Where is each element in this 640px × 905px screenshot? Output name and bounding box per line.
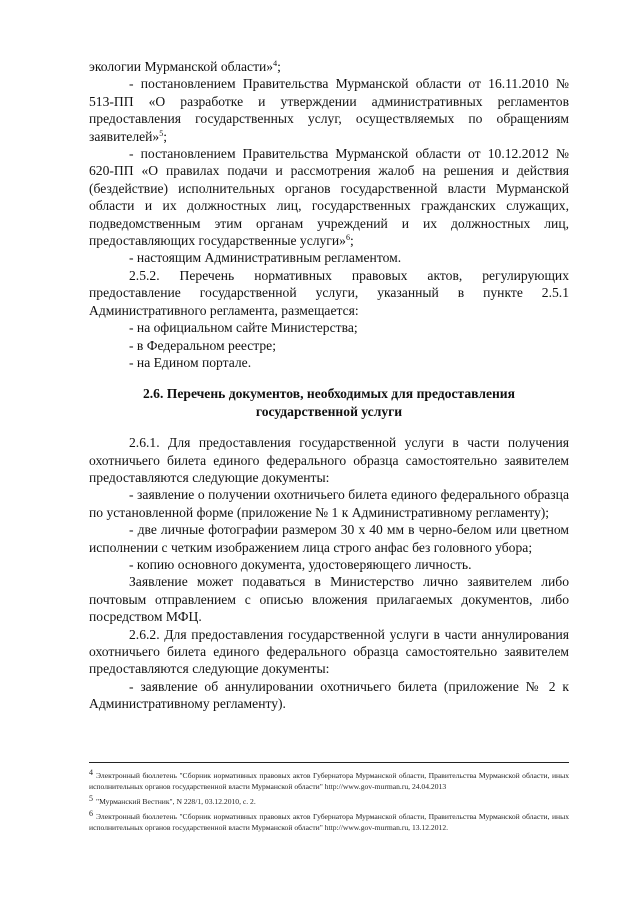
paragraph-text: - постановлением Правительства Мурманской области от 10.12.2012 № 620-ПП «О правилах подачи и рассмотрения жалоб на решения и действия (бездействие) исполнительных органов государственной власти Мурманской области и их должностных лиц, государственных гражданских служащих, подведомственным этим органам учреждений и их должностных лиц, предоставляющих государственные услуги» xyxy=(89,146,569,249)
document-body xyxy=(89,58,569,713)
paragraph-text: - постановлением Правительства Мурманской области от 16.11.2010 № 513-ПП «О разработке и утверждении административных регламентов предоставления государственных услуг, осуществляемых по обращениям заявителей» xyxy=(89,76,569,144)
footnote-text: "Мурманский Вестник", N 228/1, 03.12.2010, с. 2. xyxy=(96,797,256,806)
paragraph-decree-620 xyxy=(89,145,569,249)
footnote-ref: 6 xyxy=(345,233,350,243)
list-item-ministry-site: - на официальном сайте Министерства; xyxy=(129,320,358,336)
list-item-federal-registry: - в Федеральном реестре; xyxy=(129,337,276,353)
section-heading-2-6 xyxy=(89,385,569,420)
paragraph-this-regulation: - настоящим Административным регламентом. xyxy=(129,250,402,266)
list-item-cancellation: - заявление об аннулировании охотничьего билета (приложение № 2 к Административному регламенту). xyxy=(89,678,569,712)
section-heading-line1: 2.6. Перечень документов, необходимых для предоставления xyxy=(142,386,515,402)
paragraph-continuation xyxy=(89,58,569,75)
paragraph-2-5-2: 2.5.2. Перечень нормативных правовых актов, регулирующих предоставление государственной услуги, указанный в пункте 2.5.1 Административного регламента, размещается: xyxy=(89,267,569,318)
paragraph-tail: ; xyxy=(163,128,167,144)
section-heading-line2: государственной услуги xyxy=(255,403,403,419)
footnote-text: Электронный бюллетень "Сборник нормативных правовых актов Губернатора Мурманской области, Правительства Мурманской области, иных исполнительных органов государственной власти Мурманской области" http://www.gov-murman.ru, 24.04.2013 xyxy=(89,771,569,791)
footnote-ref: 4 xyxy=(273,59,278,68)
footnote-5 xyxy=(89,792,569,807)
footnote-text: Электронный бюллетень "Сборник нормативных правовых актов Губернатора Мурманской области, Правительства Мурманской области, иных исполнительных органов государственной власти Мурманской области" http://www.gov-murman.ru, 13.12.2012. xyxy=(89,812,569,832)
footnote-number: 6 xyxy=(89,809,93,818)
footnotes xyxy=(89,762,569,833)
paragraph-decree-513 xyxy=(89,75,569,145)
paragraph-tail: ; xyxy=(277,59,281,74)
paragraph-text: экологии Мурманской области» xyxy=(89,59,274,74)
list-item-id-copy: - копию основного документа, удостоверяющего личность. xyxy=(129,556,472,572)
list-item-single-portal: - на Едином портале. xyxy=(129,354,252,370)
list-item-application: - заявление о получении охотничьего билета единого федерального образца по установленной форме (приложение № 1 к Административному регламенту); xyxy=(89,487,569,520)
list-item-photos: - две личные фотографии размером 30 х 40 мм в черно-белом или цветном исполнении с четким изображением лица строго анфас без головного убора; xyxy=(89,522,569,555)
footnote-number: 4 xyxy=(89,768,93,777)
paragraph-submission: Заявление может подаваться в Министерство лично заявителем либо почтовым отправлением с описью вложения прилагаемых документов, либо посредством МФЦ. xyxy=(89,574,569,625)
footnote-4 xyxy=(89,763,569,792)
footnote-6 xyxy=(89,807,569,833)
paragraph-2-6-1: 2.6.1. Для предоставления государственной услуги в части получения охотничьего билета единого федерального образца самостоятельно заявителем предоставляются следующие документы: xyxy=(89,435,569,485)
footnote-number: 5 xyxy=(89,794,93,803)
footnote-ref: 5 xyxy=(159,128,164,138)
paragraph-2-6-2: 2.6.2. Для предоставления государственной услуги в части аннулирования охотничьего билета единого федерального образца самостоятельно заявителем предоставляются следующие документы: xyxy=(89,626,569,677)
paragraph-tail: ; xyxy=(349,233,354,249)
